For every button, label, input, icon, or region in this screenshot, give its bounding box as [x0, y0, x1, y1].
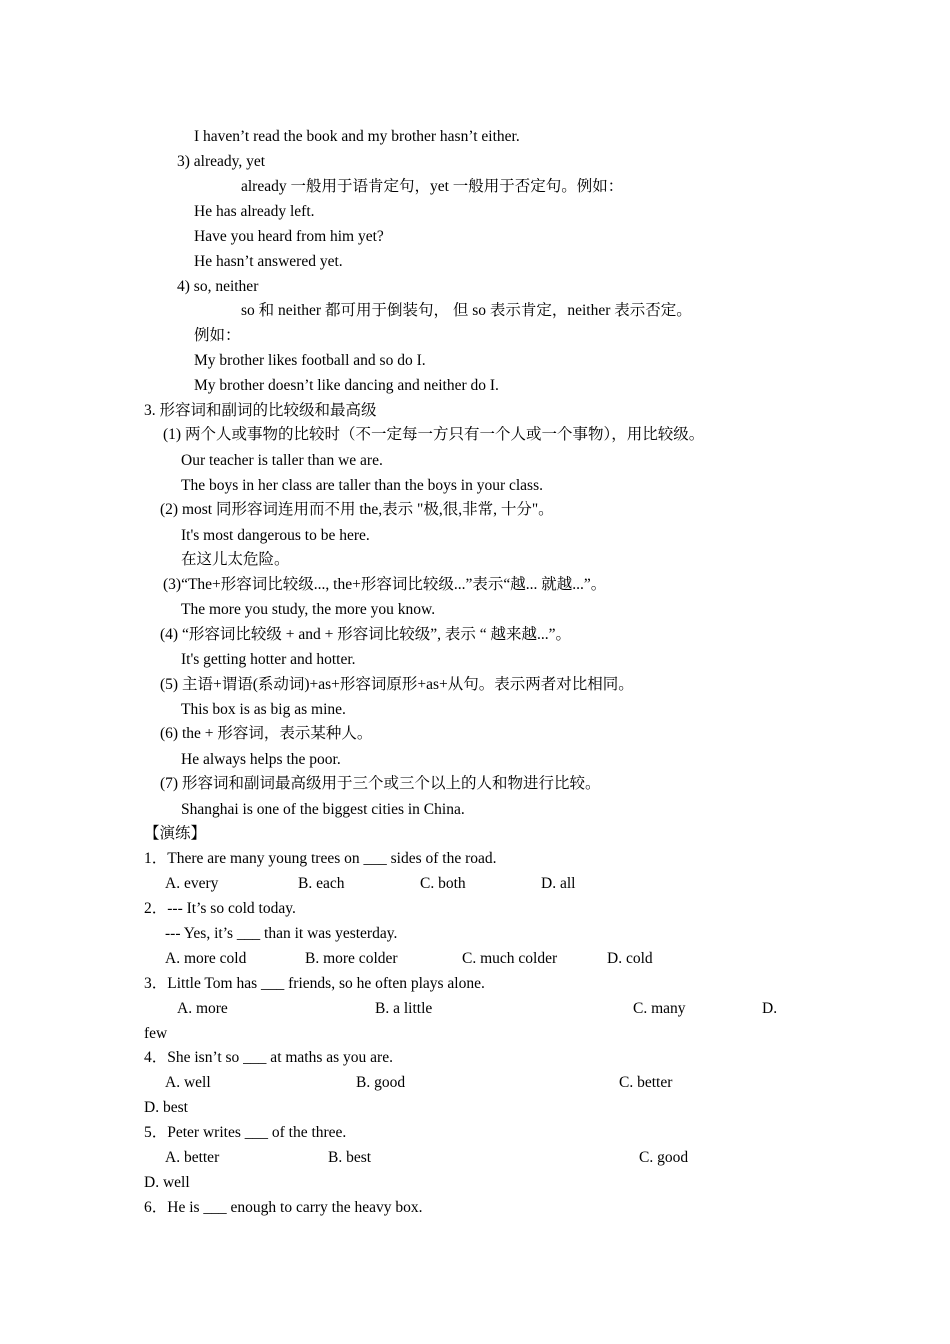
option-d: D.: [762, 1000, 778, 1017]
comparison-rule-6: (6) the + 形容词，表示某种人。: [160, 725, 373, 742]
option-c: C. both: [420, 875, 466, 892]
question-5: 5．Peter writes ___ of the three.: [144, 1124, 347, 1141]
question-4: 4．She isn’t so ___ at maths as you are.: [144, 1049, 393, 1066]
comparison-example: The boys in her class are taller than the boys in your class.: [181, 477, 543, 494]
comparison-heading: 3. 形容词和副词的比较级和最高级: [144, 402, 377, 419]
either-example: I haven’t read the book and my brother hasn’t either.: [194, 128, 520, 145]
option-a: A. better: [165, 1149, 220, 1166]
option-a: A. more: [177, 1000, 228, 1017]
already-yet-example: He has already left.: [194, 203, 315, 220]
option-c: C. much colder: [462, 950, 558, 967]
question-2: 2．--- It’s so cold today.: [144, 900, 296, 917]
so-neither-rule: so 和 neither 都可用于倒装句， 但 so 表示肯定，neither 表示否定。: [241, 302, 692, 319]
comparison-rule-4: (4) “形容词比较级 + and + 形容词比较级”, 表示 “ 越来越...”。: [160, 626, 571, 643]
comparison-rule-2: (2) most 同形容词连用而不用 the,表示 "极,很,非常, 十分"。: [160, 501, 554, 518]
option-b: B. a little: [375, 1000, 433, 1017]
comparison-example: This box is as big as mine.: [181, 701, 346, 718]
comparison-rule-5: (5) 主语+谓语(系动词)+as+形容词原形+as+从句。表示两者对比相同。: [160, 676, 634, 693]
comparison-rule-1: (1) 两个人或事物的比较时（不一定每一方只有一个人或一个事物），用比较级。: [163, 426, 705, 443]
comparison-example: It's most dangerous to be here.: [181, 527, 370, 544]
so-neither-example: My brother doesn’t like dancing and neither do I.: [194, 377, 499, 394]
so-neither-example-label: 例如：: [194, 327, 241, 344]
option-b: B. each: [298, 875, 345, 892]
already-yet-rule: already 一般用于语肯定句，yet 一般用于否定句。例如：: [241, 178, 624, 195]
option-d-wrap: few: [144, 1025, 168, 1042]
comparison-example: Shanghai is one of the biggest cities in China.: [181, 801, 465, 818]
comparison-example: The more you study, the more you know.: [181, 601, 436, 618]
question-3: 3．Little Tom has ___ friends, so he often plays alone.: [144, 975, 485, 992]
option-c: C. many: [633, 1000, 686, 1017]
option-a: A. well: [165, 1074, 211, 1091]
comparison-example: He always helps the poor.: [181, 751, 341, 768]
comparison-example: 在这儿太危险。: [181, 551, 290, 568]
so-neither-example: My brother likes football and so do I.: [194, 352, 426, 369]
comparison-example: It's getting hotter and hotter.: [181, 651, 356, 668]
comparison-rule-7: (7) 形容词和副词最高级用于三个或三个以上的人和物进行比较。: [160, 775, 601, 792]
already-yet-example: Have you heard from him yet?: [194, 228, 384, 245]
comparison-rule-3: (3)“The+形容词比较级..., the+形容词比较级...”表示“越... 就越...”。: [163, 576, 607, 593]
so-neither-heading: 4) so, neither: [177, 278, 259, 295]
option-b: B. good: [356, 1074, 406, 1091]
option-a: A. every: [165, 875, 219, 892]
question-2-line-2: --- Yes, it’s ___ than it was yesterday.: [165, 925, 398, 942]
option-d: D. well: [144, 1174, 190, 1191]
option-a: A. more cold: [165, 950, 247, 967]
already-yet-heading: 3) already, yet: [177, 153, 266, 170]
option-b: B. more colder: [305, 950, 398, 967]
option-b: B. best: [328, 1149, 372, 1166]
option-d: D. all: [541, 875, 576, 892]
comparison-example: Our teacher is taller than we are.: [181, 452, 383, 469]
exercises-title: 【演练】: [144, 825, 207, 842]
option-c: C. better: [619, 1074, 673, 1091]
option-c: C. good: [639, 1149, 689, 1166]
question-6: 6．He is ___ enough to carry the heavy box.: [144, 1199, 423, 1216]
already-yet-example: He hasn’t answered yet.: [194, 253, 343, 270]
option-d: D. best: [144, 1099, 188, 1116]
question-1: 1．There are many young trees on ___ sides of the road.: [144, 850, 497, 867]
option-d: D. cold: [607, 950, 653, 967]
